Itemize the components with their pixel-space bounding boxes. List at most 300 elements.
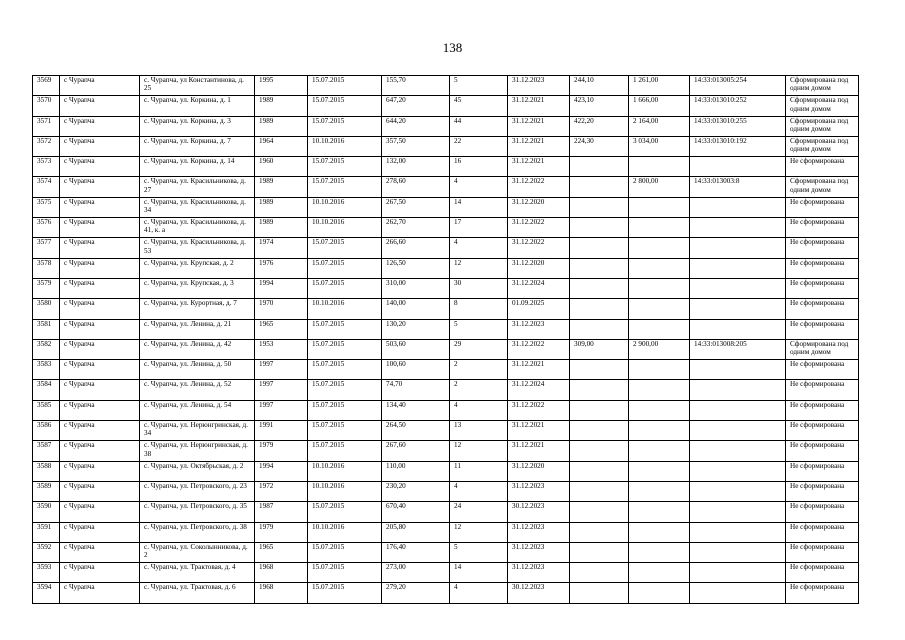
- table-row: [33, 197, 859, 217]
- cell-area: 176,40: [382, 542, 450, 562]
- cell-land-status: Не сформирована: [786, 197, 859, 217]
- cell-row-number: 3591: [33, 522, 60, 542]
- cell-land-area: [570, 563, 629, 583]
- cell-row-number: 3575: [33, 197, 60, 217]
- cell-land-area: [570, 177, 629, 197]
- cell-address: с. Чурапча, ул Константинова, д. 25: [140, 76, 255, 96]
- table-row: [33, 380, 859, 400]
- table-row: [33, 157, 859, 177]
- cell-land-area: [570, 522, 629, 542]
- cell-inclusion-date: 15.07.2015: [308, 278, 382, 298]
- cell-area: 310,00: [382, 278, 450, 298]
- cell-area: 126,50: [382, 258, 450, 278]
- cell-residents: 24: [450, 502, 508, 522]
- cell-year-built: 1979: [255, 441, 308, 461]
- cell-planned-date: 31.12.2024: [508, 380, 570, 400]
- cell-land-area: [570, 380, 629, 400]
- cell-land-status: Сформирована под одним домом: [786, 136, 859, 156]
- cell-land-area: 422,20: [570, 116, 629, 136]
- cell-planned-date: 31.12.2020: [508, 461, 570, 481]
- cell-cadastral-value: [629, 441, 690, 461]
- cell-land-area: 224,30: [570, 136, 629, 156]
- cell-year-built: 1960: [255, 157, 308, 177]
- cell-land-area: [570, 461, 629, 481]
- table-row: [33, 238, 859, 258]
- cell-cadastral-number: [690, 157, 786, 177]
- table-row: [33, 421, 859, 441]
- cell-planned-date: 31.12.2020: [508, 258, 570, 278]
- cell-land-area: 423,10: [570, 96, 629, 116]
- cell-planned-date: 30.12.2023: [508, 583, 570, 603]
- cell-address: с. Чурапча, ул. Петровского, д. 38: [140, 522, 255, 542]
- cell-row-number: 3584: [33, 380, 60, 400]
- cell-address: с. Чурапча, ул. Трактовая, д. 6: [140, 583, 255, 603]
- table-row: [33, 461, 859, 481]
- cell-year-built: 1972: [255, 481, 308, 501]
- cell-residents: 22: [450, 136, 508, 156]
- cell-land-status: Не сформирована: [786, 319, 859, 339]
- table-row: [33, 96, 859, 116]
- cell-year-built: 1995: [255, 76, 308, 96]
- cell-cadastral-value: [629, 258, 690, 278]
- cell-settlement: с Чурапча: [60, 421, 140, 441]
- cell-land-status: Не сформирована: [786, 481, 859, 501]
- cell-area: 110,00: [382, 461, 450, 481]
- cell-cadastral-value: 3 034,00: [629, 136, 690, 156]
- cell-residents: 2: [450, 380, 508, 400]
- table-row: [33, 400, 859, 420]
- cell-year-built: 1965: [255, 542, 308, 562]
- cell-settlement: с Чурапча: [60, 157, 140, 177]
- cell-cadastral-number: [690, 238, 786, 258]
- cell-cadastral-value: [629, 157, 690, 177]
- cell-planned-date: 31.12.2021: [508, 96, 570, 116]
- cell-residents: 30: [450, 278, 508, 298]
- cell-land-area: [570, 319, 629, 339]
- cell-residents: 11: [450, 461, 508, 481]
- cell-cadastral-number: [690, 563, 786, 583]
- cell-residents: 2: [450, 360, 508, 380]
- cell-address: с. Чурапча, ул. Красильникова, д. 53: [140, 238, 255, 258]
- cell-planned-date: 31.12.2023: [508, 563, 570, 583]
- cell-land-area: [570, 583, 629, 603]
- housing-register-table: [32, 75, 859, 604]
- cell-area: 262,70: [382, 218, 450, 238]
- cell-settlement: с Чурапча: [60, 299, 140, 319]
- cell-cadastral-value: 2 800,00: [629, 177, 690, 197]
- cell-cadastral-value: [629, 502, 690, 522]
- cell-row-number: 3594: [33, 583, 60, 603]
- cell-land-status: Сформирована под одним домом: [786, 177, 859, 197]
- cell-land-status: Не сформирована: [786, 238, 859, 258]
- cell-row-number: 3578: [33, 258, 60, 278]
- cell-settlement: с Чурапча: [60, 502, 140, 522]
- cell-year-built: 1989: [255, 116, 308, 136]
- cell-inclusion-date: 15.07.2015: [308, 238, 382, 258]
- cell-planned-date: 31.12.2021: [508, 136, 570, 156]
- cell-land-area: [570, 441, 629, 461]
- cell-settlement: с Чурапча: [60, 522, 140, 542]
- cell-residents: 13: [450, 421, 508, 441]
- cell-address: с. Чурапча, ул. Петровского, д. 23: [140, 481, 255, 501]
- cell-planned-date: 30.12.2023: [508, 502, 570, 522]
- cell-area: 279,20: [382, 583, 450, 603]
- cell-residents: 4: [450, 583, 508, 603]
- cell-inclusion-date: 15.07.2015: [308, 583, 382, 603]
- cell-address: с. Чурапча, ул. Красильникова, д. 27: [140, 177, 255, 197]
- cell-cadastral-number: 14:33:013005:254: [690, 76, 786, 96]
- cell-row-number: 3572: [33, 136, 60, 156]
- cell-cadastral-number: [690, 583, 786, 603]
- cell-residents: 4: [450, 481, 508, 501]
- cell-residents: 17: [450, 218, 508, 238]
- cell-row-number: 3570: [33, 96, 60, 116]
- cell-area: 670,40: [382, 502, 450, 522]
- cell-settlement: с Чурапча: [60, 278, 140, 298]
- cell-cadastral-value: [629, 238, 690, 258]
- cell-area: 132,00: [382, 157, 450, 177]
- cell-settlement: с Чурапча: [60, 136, 140, 156]
- cell-planned-date: 01.09.2025: [508, 299, 570, 319]
- cell-residents: 14: [450, 197, 508, 217]
- cell-inclusion-date: 15.07.2015: [308, 76, 382, 96]
- cell-year-built: 1979: [255, 522, 308, 542]
- cell-inclusion-date: 10.10.2016: [308, 522, 382, 542]
- cell-settlement: с Чурапча: [60, 461, 140, 481]
- cell-planned-date: 31.12.2024: [508, 278, 570, 298]
- cell-land-status: Сформирована под одним домом: [786, 96, 859, 116]
- cell-cadastral-number: [690, 258, 786, 278]
- cell-address: с. Чурапча, ул. Соколынникова, д. 2: [140, 542, 255, 562]
- cell-residents: 8: [450, 299, 508, 319]
- cell-planned-date: 31.12.2021: [508, 157, 570, 177]
- cell-cadastral-value: [629, 360, 690, 380]
- cell-cadastral-number: 14:33:013008:205: [690, 339, 786, 359]
- cell-settlement: с Чурапча: [60, 319, 140, 339]
- cell-planned-date: 31.12.2023: [508, 481, 570, 501]
- cell-cadastral-value: [629, 583, 690, 603]
- cell-cadastral-value: [629, 481, 690, 501]
- cell-planned-date: 31.12.2022: [508, 339, 570, 359]
- cell-address: с. Чурапча, ул. Петровского, д. 35: [140, 502, 255, 522]
- cell-land-status: Не сформирована: [786, 502, 859, 522]
- cell-residents: 44: [450, 116, 508, 136]
- cell-inclusion-date: 15.07.2015: [308, 319, 382, 339]
- cell-area: 100,60: [382, 360, 450, 380]
- cell-land-status: Не сформирована: [786, 563, 859, 583]
- cell-settlement: с Чурапча: [60, 360, 140, 380]
- cell-land-area: [570, 421, 629, 441]
- table-row: [33, 583, 859, 603]
- cell-cadastral-number: [690, 481, 786, 501]
- cell-inclusion-date: 15.07.2015: [308, 380, 382, 400]
- cell-planned-date: 31.12.2021: [508, 421, 570, 441]
- table-row: [33, 481, 859, 501]
- cell-land-area: [570, 157, 629, 177]
- cell-address: с. Чурапча, ул. Коркина, д. 14: [140, 157, 255, 177]
- cell-land-status: Не сформирована: [786, 360, 859, 380]
- cell-land-area: [570, 360, 629, 380]
- cell-settlement: с Чурапча: [60, 583, 140, 603]
- cell-land-area: [570, 278, 629, 298]
- cell-cadastral-value: [629, 218, 690, 238]
- cell-year-built: 1989: [255, 96, 308, 116]
- cell-inclusion-date: 15.07.2015: [308, 96, 382, 116]
- cell-row-number: 3586: [33, 421, 60, 441]
- cell-land-status: Не сформирована: [786, 400, 859, 420]
- cell-row-number: 3579: [33, 278, 60, 298]
- cell-cadastral-number: [690, 299, 786, 319]
- cell-planned-date: 31.12.2021: [508, 116, 570, 136]
- cell-row-number: 3580: [33, 299, 60, 319]
- cell-area: 264,50: [382, 421, 450, 441]
- cell-cadastral-number: [690, 522, 786, 542]
- cell-row-number: 3576: [33, 218, 60, 238]
- cell-cadastral-number: [690, 502, 786, 522]
- cell-area: 644,20: [382, 116, 450, 136]
- cell-cadastral-number: [690, 197, 786, 217]
- cell-planned-date: 31.12.2020: [508, 197, 570, 217]
- cell-cadastral-value: [629, 319, 690, 339]
- cell-inclusion-date: 15.07.2015: [308, 542, 382, 562]
- cell-row-number: 3582: [33, 339, 60, 359]
- table-row: [33, 136, 859, 156]
- table-row: [33, 542, 859, 562]
- cell-cadastral-value: [629, 542, 690, 562]
- cell-inclusion-date: 10.10.2016: [308, 218, 382, 238]
- cell-inclusion-date: 10.10.2016: [308, 299, 382, 319]
- cell-land-area: [570, 400, 629, 420]
- cell-residents: 12: [450, 258, 508, 278]
- cell-settlement: с Чурапча: [60, 197, 140, 217]
- cell-land-area: 244,10: [570, 76, 629, 96]
- cell-land-status: Не сформирована: [786, 258, 859, 278]
- cell-land-status: Не сформирована: [786, 441, 859, 461]
- cell-area: 503,60: [382, 339, 450, 359]
- cell-address: с. Чурапча, ул. Нерюнгринская, д. 34: [140, 421, 255, 441]
- cell-planned-date: 31.12.2023: [508, 542, 570, 562]
- page-number: 138: [442, 40, 463, 55]
- cell-cadastral-number: [690, 218, 786, 238]
- cell-row-number: 3585: [33, 400, 60, 420]
- cell-land-status: Не сформирована: [786, 583, 859, 603]
- cell-year-built: 1994: [255, 461, 308, 481]
- cell-row-number: 3583: [33, 360, 60, 380]
- cell-row-number: 3592: [33, 542, 60, 562]
- cell-cadastral-value: [629, 197, 690, 217]
- table-row: [33, 116, 859, 136]
- cell-inclusion-date: 15.07.2015: [308, 116, 382, 136]
- cell-row-number: 3577: [33, 238, 60, 258]
- cell-settlement: с Чурапча: [60, 218, 140, 238]
- cell-inclusion-date: 15.07.2015: [308, 339, 382, 359]
- cell-settlement: с Чурапча: [60, 380, 140, 400]
- cell-cadastral-number: 14:33:013010:252: [690, 96, 786, 116]
- cell-cadastral-number: 14:33:013010:255: [690, 116, 786, 136]
- cell-year-built: 1997: [255, 380, 308, 400]
- cell-land-area: [570, 258, 629, 278]
- cell-land-status: Сформирована под одним домом: [786, 339, 859, 359]
- cell-land-status: Не сформирована: [786, 421, 859, 441]
- cell-row-number: 3593: [33, 563, 60, 583]
- cell-area: 357,50: [382, 136, 450, 156]
- cell-land-status: Сформирована под одним домом: [786, 76, 859, 96]
- cell-row-number: 3588: [33, 461, 60, 481]
- cell-cadastral-value: 2 900,00: [629, 339, 690, 359]
- cell-cadastral-number: 14:33:013003:8: [690, 177, 786, 197]
- table-row: [33, 339, 859, 359]
- cell-inclusion-date: 15.07.2015: [308, 360, 382, 380]
- table-row: [33, 76, 859, 96]
- cell-year-built: 1997: [255, 400, 308, 420]
- cell-address: с. Чурапча, ул. Нерюнгринская, д. 38: [140, 441, 255, 461]
- cell-address: с. Чурапча, ул. Октябрьская, д. 2: [140, 461, 255, 481]
- cell-year-built: 1989: [255, 218, 308, 238]
- cell-area: 130,20: [382, 319, 450, 339]
- cell-residents: 12: [450, 441, 508, 461]
- cell-area: 155,70: [382, 76, 450, 96]
- cell-settlement: с Чурапча: [60, 116, 140, 136]
- cell-row-number: 3571: [33, 116, 60, 136]
- cell-year-built: 1970: [255, 299, 308, 319]
- cell-row-number: 3587: [33, 441, 60, 461]
- table-row: [33, 218, 859, 238]
- cell-residents: 45: [450, 96, 508, 116]
- table-row: [33, 299, 859, 319]
- cell-cadastral-number: [690, 400, 786, 420]
- cell-cadastral-value: [629, 299, 690, 319]
- cell-cadastral-value: [629, 563, 690, 583]
- cell-settlement: с Чурапча: [60, 96, 140, 116]
- cell-address: с. Чурапча, ул. Трактовая, д. 4: [140, 563, 255, 583]
- cell-land-area: [570, 238, 629, 258]
- cell-planned-date: 31.12.2023: [508, 319, 570, 339]
- cell-inclusion-date: 10.10.2016: [308, 461, 382, 481]
- table-row: [33, 278, 859, 298]
- cell-cadastral-number: [690, 542, 786, 562]
- cell-year-built: 1976: [255, 258, 308, 278]
- cell-settlement: с Чурапча: [60, 400, 140, 420]
- cell-settlement: с Чурапча: [60, 258, 140, 278]
- cell-planned-date: 31.12.2021: [508, 441, 570, 461]
- cell-address: с. Чурапча, ул. Ленина, д. 52: [140, 380, 255, 400]
- cell-land-area: [570, 481, 629, 501]
- cell-area: 140,00: [382, 299, 450, 319]
- cell-area: 74,70: [382, 380, 450, 400]
- cell-planned-date: 31.12.2023: [508, 522, 570, 542]
- cell-planned-date: 31.12.2022: [508, 238, 570, 258]
- cell-year-built: 1989: [255, 177, 308, 197]
- cell-area: 267,50: [382, 197, 450, 217]
- cell-year-built: 1989: [255, 197, 308, 217]
- cell-land-area: 309,00: [570, 339, 629, 359]
- cell-residents: 12: [450, 522, 508, 542]
- cell-address: с. Чурапча, ул. Курортная, д. 7: [140, 299, 255, 319]
- cell-inclusion-date: 10.10.2016: [308, 481, 382, 501]
- cell-year-built: 1991: [255, 421, 308, 441]
- cell-row-number: 3569: [33, 76, 60, 96]
- cell-cadastral-number: [690, 319, 786, 339]
- cell-address: с. Чурапча, ул. Ленина, д. 42: [140, 339, 255, 359]
- cell-residents: 5: [450, 76, 508, 96]
- cell-planned-date: 31.12.2021: [508, 360, 570, 380]
- cell-cadastral-number: 14:33:013010:192: [690, 136, 786, 156]
- cell-row-number: 3581: [33, 319, 60, 339]
- cell-cadastral-value: [629, 421, 690, 441]
- cell-cadastral-number: [690, 380, 786, 400]
- table-row: [33, 441, 859, 461]
- cell-year-built: 1968: [255, 583, 308, 603]
- cell-land-area: [570, 542, 629, 562]
- cell-land-area: [570, 299, 629, 319]
- cell-address: с. Чурапча, ул. Коркина, д. 3: [140, 116, 255, 136]
- cell-land-status: Не сформирована: [786, 278, 859, 298]
- cell-land-status: Не сформирована: [786, 157, 859, 177]
- cell-cadastral-number: [690, 278, 786, 298]
- cell-cadastral-value: [629, 461, 690, 481]
- cell-area: 134,40: [382, 400, 450, 420]
- cell-settlement: с Чурапча: [60, 542, 140, 562]
- cell-inclusion-date: 15.07.2015: [308, 400, 382, 420]
- cell-land-status: Не сформирована: [786, 218, 859, 238]
- cell-cadastral-value: 1 261,00: [629, 76, 690, 96]
- cell-year-built: 1965: [255, 319, 308, 339]
- cell-address: с. Чурапча, ул. Ленина, д. 50: [140, 360, 255, 380]
- cell-inclusion-date: 15.07.2015: [308, 177, 382, 197]
- cell-row-number: 3573: [33, 157, 60, 177]
- cell-area: 230,20: [382, 481, 450, 501]
- cell-settlement: с Чурапча: [60, 481, 140, 501]
- cell-row-number: 3574: [33, 177, 60, 197]
- cell-residents: 4: [450, 238, 508, 258]
- cell-settlement: с Чурапча: [60, 238, 140, 258]
- cell-land-area: [570, 218, 629, 238]
- table-body: [33, 76, 859, 604]
- cell-planned-date: 31.12.2022: [508, 400, 570, 420]
- cell-residents: 14: [450, 563, 508, 583]
- cell-settlement: с Чурапча: [60, 441, 140, 461]
- cell-cadastral-number: [690, 441, 786, 461]
- cell-cadastral-value: [629, 380, 690, 400]
- cell-residents: 4: [450, 400, 508, 420]
- cell-inclusion-date: 15.07.2015: [308, 563, 382, 583]
- cell-land-area: [570, 502, 629, 522]
- cell-row-number: 3589: [33, 481, 60, 501]
- cell-row-number: 3590: [33, 502, 60, 522]
- cell-inclusion-date: 15.07.2015: [308, 157, 382, 177]
- cell-address: с. Чурапча, ул. Крупская, д. 3: [140, 278, 255, 298]
- cell-inclusion-date: 10.10.2016: [308, 136, 382, 156]
- table-row: [33, 522, 859, 542]
- cell-year-built: 1987: [255, 502, 308, 522]
- cell-residents: 29: [450, 339, 508, 359]
- cell-area: 647,20: [382, 96, 450, 116]
- cell-cadastral-value: 1 666,00: [629, 96, 690, 116]
- table-row: [33, 177, 859, 197]
- cell-area: 266,60: [382, 238, 450, 258]
- cell-address: с. Чурапча, ул. Ленина, д. 21: [140, 319, 255, 339]
- cell-land-status: Сформирована под одним домом: [786, 116, 859, 136]
- cell-inclusion-date: 15.07.2015: [308, 441, 382, 461]
- cell-settlement: с Чурапча: [60, 76, 140, 96]
- cell-settlement: с Чурапча: [60, 177, 140, 197]
- cell-cadastral-value: [629, 278, 690, 298]
- cell-land-area: [570, 197, 629, 217]
- cell-land-status: Не сформирована: [786, 542, 859, 562]
- table-row: [33, 502, 859, 522]
- table-row: [33, 563, 859, 583]
- cell-address: с. Чурапча, ул. Коркина, д. 7: [140, 136, 255, 156]
